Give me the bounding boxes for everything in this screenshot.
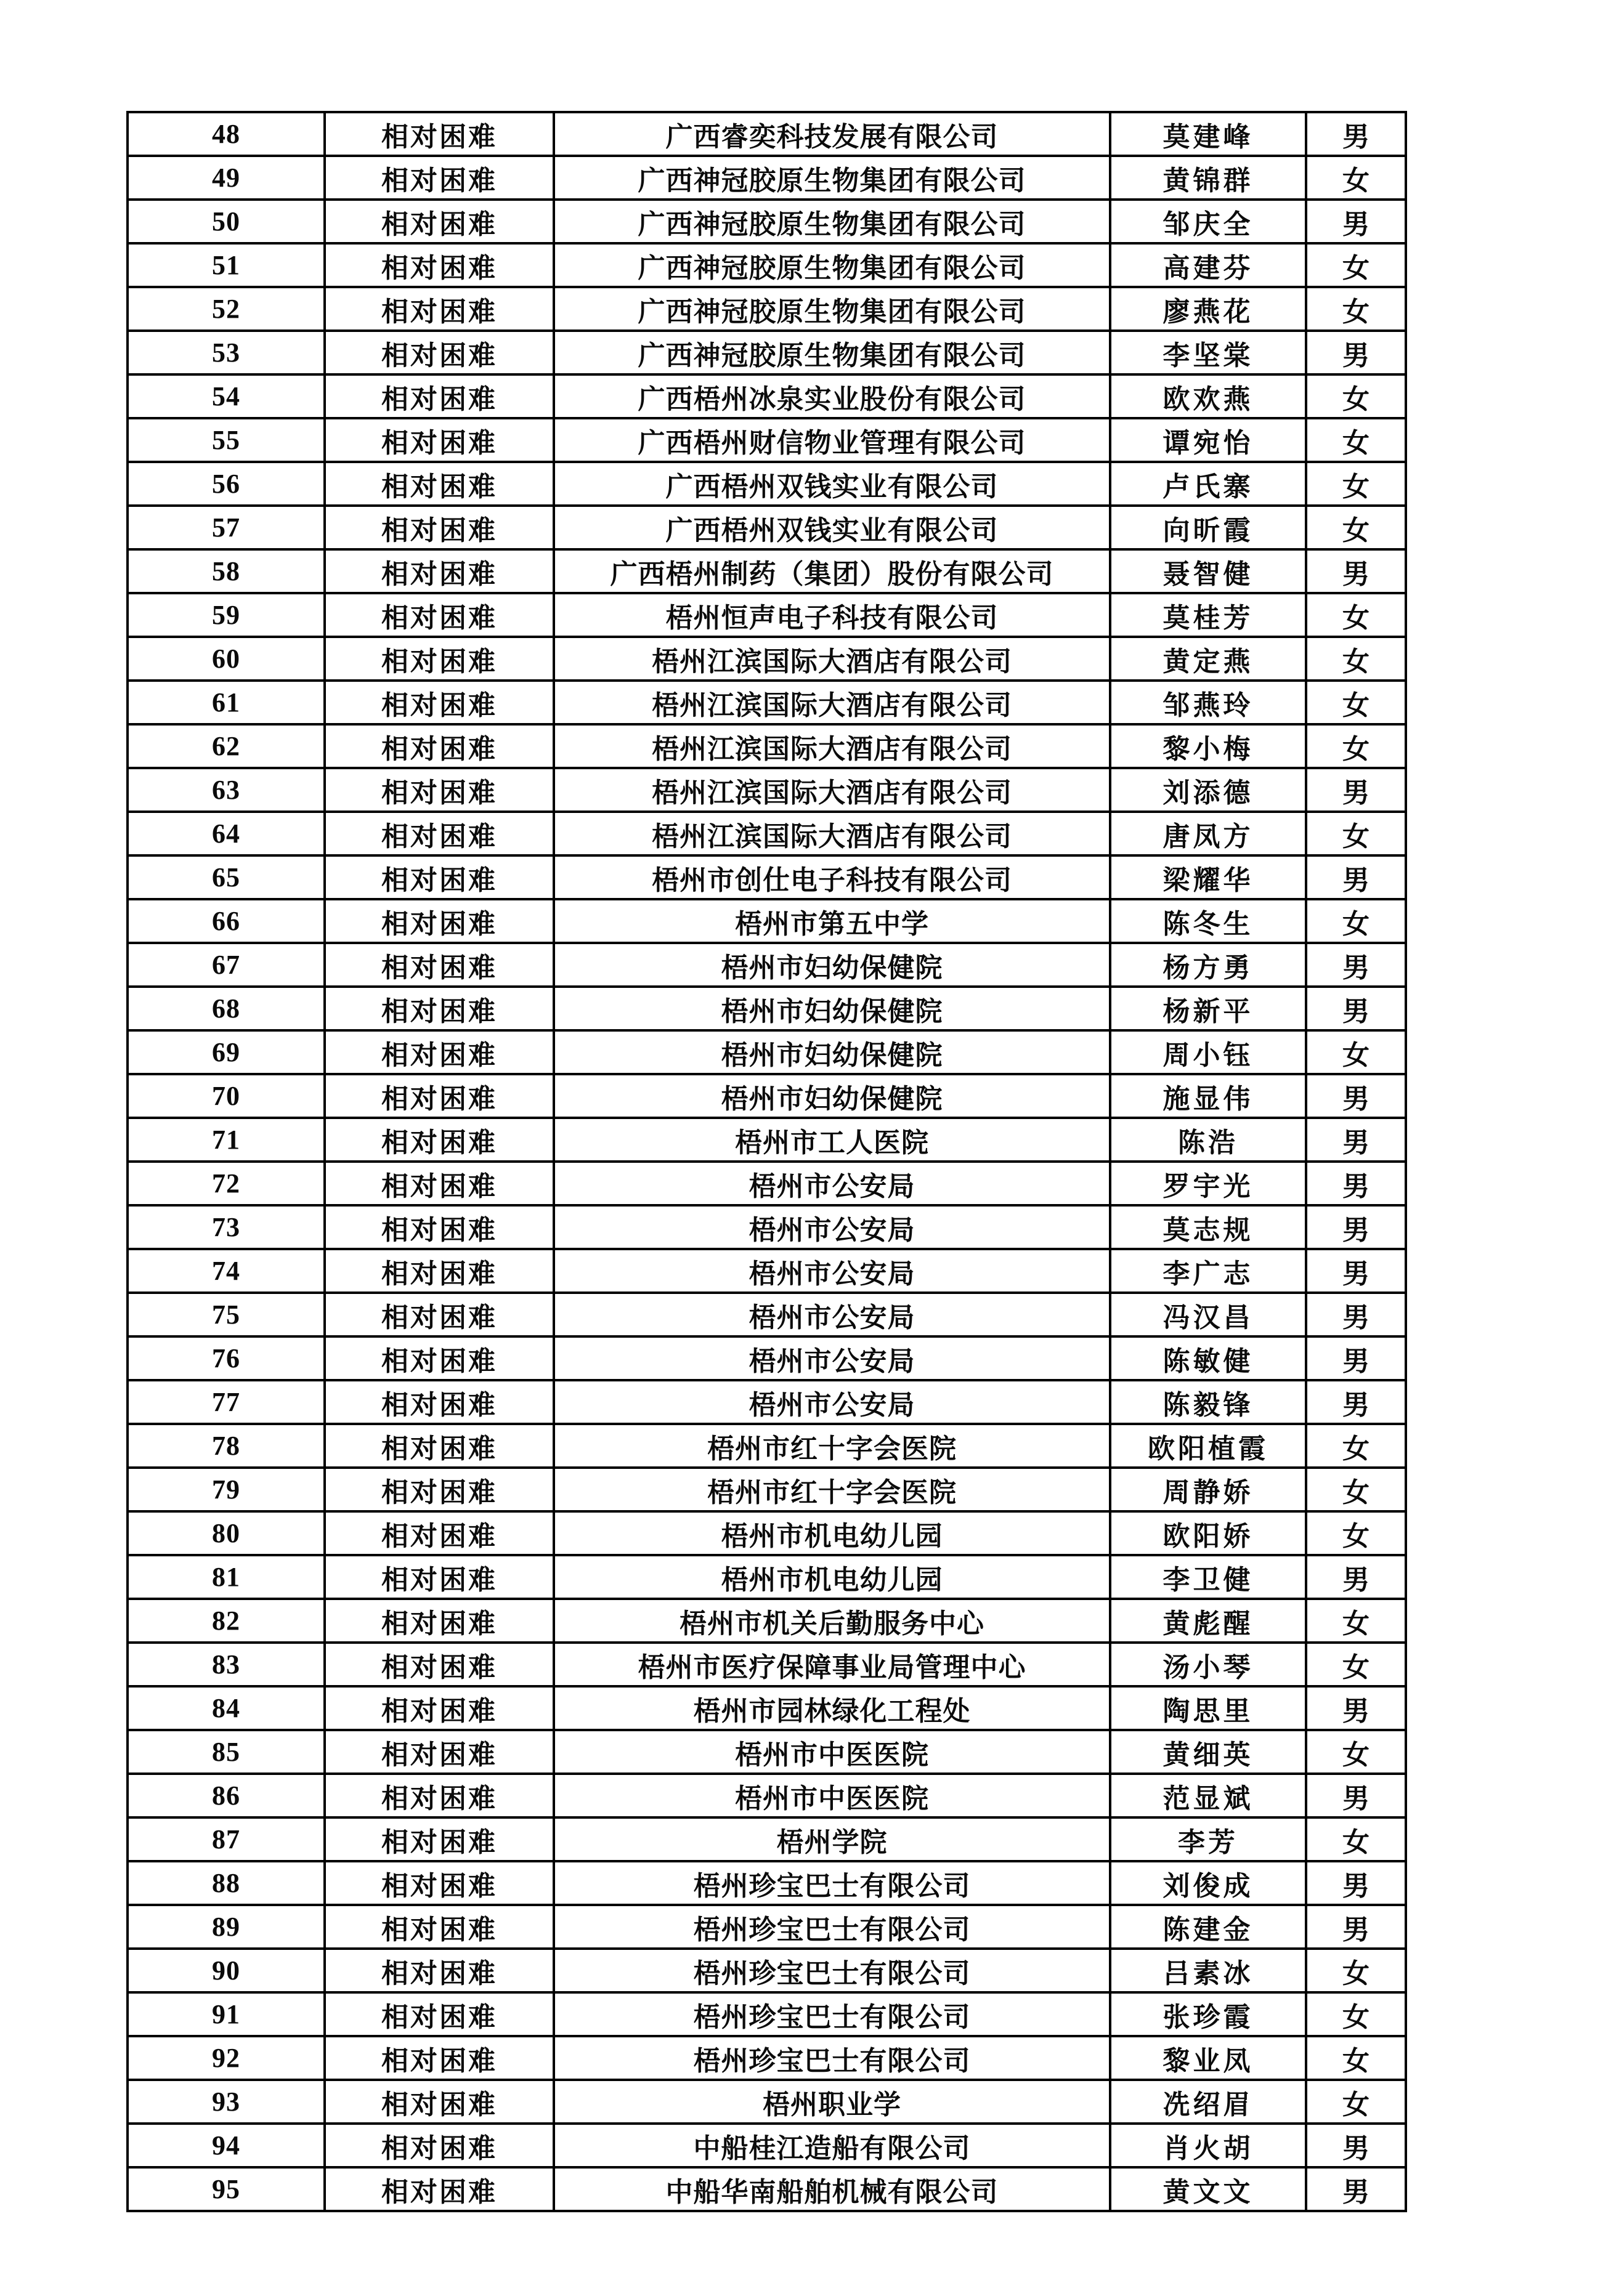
status-cell: 相对困难 — [325, 1468, 554, 1511]
no-cell: 84 — [128, 1686, 325, 1730]
no-cell: 81 — [128, 1555, 325, 1599]
company-cell: 梧州学院 — [554, 1817, 1110, 1861]
no-cell: 61 — [128, 681, 325, 724]
table-sheet — [126, 111, 1407, 2212]
status-cell: 相对困难 — [325, 1992, 554, 2036]
company-cell: 广西梧州双钱实业有限公司 — [554, 506, 1110, 549]
name-cell: 刘添德 — [1110, 768, 1306, 812]
no-cell: 72 — [128, 1162, 325, 1205]
status-cell: 相对困难 — [325, 549, 554, 593]
no-cell: 64 — [128, 812, 325, 855]
status-cell: 相对困难 — [325, 1118, 554, 1162]
table-row — [128, 899, 1406, 943]
gender-cell: 男 — [1306, 768, 1406, 812]
gender-cell: 女 — [1306, 374, 1406, 418]
gender-cell: 男 — [1306, 1380, 1406, 1424]
gender-cell: 男 — [1306, 1861, 1406, 1905]
gender-cell: 女 — [1306, 506, 1406, 549]
table-row — [128, 1074, 1406, 1118]
gender-cell: 男 — [1306, 2124, 1406, 2167]
name-cell: 杨方勇 — [1110, 943, 1306, 987]
gender-cell: 男 — [1306, 549, 1406, 593]
status-cell: 相对困难 — [325, 1030, 554, 1074]
status-cell: 相对困难 — [325, 1817, 554, 1861]
no-cell: 90 — [128, 1949, 325, 1992]
company-cell: 广西神冠胶原生物集团有限公司 — [554, 156, 1110, 200]
name-cell: 李卫健 — [1110, 1555, 1306, 1599]
table-row — [128, 1861, 1406, 1905]
company-cell: 梧州市红十字会医院 — [554, 1468, 1110, 1511]
company-cell: 梧州市工人医院 — [554, 1118, 1110, 1162]
table-row — [128, 156, 1406, 200]
name-cell: 向昕霞 — [1110, 506, 1306, 549]
table-row — [128, 724, 1406, 768]
name-cell: 李广志 — [1110, 1249, 1306, 1293]
no-cell: 49 — [128, 156, 325, 200]
no-cell: 68 — [128, 987, 325, 1030]
company-cell: 梧州珍宝巴士有限公司 — [554, 1905, 1110, 1949]
status-cell: 相对困难 — [325, 112, 554, 156]
status-cell: 相对困难 — [325, 987, 554, 1030]
name-cell: 吕素冰 — [1110, 1949, 1306, 1992]
table-row — [128, 768, 1406, 812]
status-cell: 相对困难 — [325, 2124, 554, 2167]
gender-cell: 女 — [1306, 243, 1406, 287]
gender-cell: 女 — [1306, 462, 1406, 506]
company-cell: 广西神冠胶原生物集团有限公司 — [554, 243, 1110, 287]
no-cell: 83 — [128, 1643, 325, 1686]
no-cell: 92 — [128, 2036, 325, 2080]
no-cell: 53 — [128, 331, 325, 374]
name-cell: 欧阳植霞 — [1110, 1424, 1306, 1468]
table-row — [128, 1817, 1406, 1861]
company-cell: 广西梧州冰泉实业股份有限公司 — [554, 374, 1110, 418]
no-cell: 93 — [128, 2080, 325, 2124]
table-row — [128, 1030, 1406, 1074]
table-row — [128, 1730, 1406, 1774]
table-row — [128, 243, 1406, 287]
name-cell: 周静娇 — [1110, 1468, 1306, 1511]
status-cell: 相对困难 — [325, 1555, 554, 1599]
no-cell: 54 — [128, 374, 325, 418]
no-cell: 69 — [128, 1030, 325, 1074]
gender-cell: 女 — [1306, 593, 1406, 637]
company-cell: 梧州江滨国际大酒店有限公司 — [554, 681, 1110, 724]
gender-cell: 女 — [1306, 2080, 1406, 2124]
status-cell: 相对困难 — [325, 681, 554, 724]
company-cell: 梧州江滨国际大酒店有限公司 — [554, 637, 1110, 681]
company-cell: 梧州恒声电子科技有限公司 — [554, 593, 1110, 637]
table-row — [128, 287, 1406, 331]
status-cell: 相对困难 — [325, 1643, 554, 1686]
table-row — [128, 200, 1406, 243]
gender-cell: 女 — [1306, 812, 1406, 855]
gender-cell: 女 — [1306, 899, 1406, 943]
name-cell: 欧阳娇 — [1110, 1511, 1306, 1555]
no-cell: 77 — [128, 1380, 325, 1424]
status-cell: 相对困难 — [325, 243, 554, 287]
no-cell: 82 — [128, 1599, 325, 1643]
name-cell: 施显伟 — [1110, 1074, 1306, 1118]
status-cell: 相对困难 — [325, 943, 554, 987]
company-cell: 梧州珍宝巴士有限公司 — [554, 1861, 1110, 1905]
table-row — [128, 1992, 1406, 2036]
gender-cell: 女 — [1306, 2036, 1406, 2080]
no-cell: 75 — [128, 1293, 325, 1336]
name-cell: 陈冬生 — [1110, 899, 1306, 943]
name-cell: 黄文文 — [1110, 2167, 1306, 2211]
status-cell: 相对困难 — [325, 1949, 554, 1992]
status-cell: 相对困难 — [325, 1686, 554, 1730]
name-cell: 黎小梅 — [1110, 724, 1306, 768]
company-cell: 梧州市中医医院 — [554, 1774, 1110, 1817]
name-cell: 陈浩 — [1110, 1118, 1306, 1162]
name-cell: 冼绍眉 — [1110, 2080, 1306, 2124]
status-cell: 相对困难 — [325, 2167, 554, 2211]
company-cell: 梧州市中医医院 — [554, 1730, 1110, 1774]
table-row — [128, 549, 1406, 593]
company-cell: 中船华南船舶机械有限公司 — [554, 2167, 1110, 2211]
gender-cell: 女 — [1306, 724, 1406, 768]
company-cell: 梧州市妇幼保健院 — [554, 943, 1110, 987]
gender-cell: 男 — [1306, 1162, 1406, 1205]
no-cell: 50 — [128, 200, 325, 243]
table-row — [128, 1336, 1406, 1380]
no-cell: 85 — [128, 1730, 325, 1774]
name-cell: 高建芬 — [1110, 243, 1306, 287]
table-row — [128, 855, 1406, 899]
status-cell: 相对困难 — [325, 1380, 554, 1424]
company-cell: 梧州市妇幼保健院 — [554, 1074, 1110, 1118]
no-cell: 55 — [128, 418, 325, 462]
status-cell: 相对困难 — [325, 637, 554, 681]
no-cell: 80 — [128, 1511, 325, 1555]
gender-cell: 女 — [1306, 1511, 1406, 1555]
name-cell: 张珍霞 — [1110, 1992, 1306, 2036]
status-cell: 相对困难 — [325, 1336, 554, 1380]
no-cell: 91 — [128, 1992, 325, 2036]
gender-cell: 女 — [1306, 681, 1406, 724]
no-cell: 88 — [128, 1861, 325, 1905]
status-cell: 相对困难 — [325, 2036, 554, 2080]
status-cell: 相对困难 — [325, 200, 554, 243]
table-row — [128, 987, 1406, 1030]
gender-cell: 男 — [1306, 987, 1406, 1030]
gender-cell: 男 — [1306, 2167, 1406, 2211]
status-cell: 相对困难 — [325, 2080, 554, 2124]
name-cell: 唐凤方 — [1110, 812, 1306, 855]
gender-cell: 男 — [1306, 855, 1406, 899]
name-cell: 卢氏寨 — [1110, 462, 1306, 506]
name-cell: 陈建金 — [1110, 1905, 1306, 1949]
table-row — [128, 418, 1406, 462]
table-row — [128, 2080, 1406, 2124]
name-cell: 邹庆全 — [1110, 200, 1306, 243]
table-row — [128, 1511, 1406, 1555]
no-cell: 52 — [128, 287, 325, 331]
company-cell: 梧州市红十字会医院 — [554, 1424, 1110, 1468]
company-cell: 梧州市公安局 — [554, 1249, 1110, 1293]
name-cell: 刘俊成 — [1110, 1861, 1306, 1905]
table-row — [128, 1205, 1406, 1249]
no-cell: 76 — [128, 1336, 325, 1380]
company-cell: 广西神冠胶原生物集团有限公司 — [554, 200, 1110, 243]
no-cell: 74 — [128, 1249, 325, 1293]
gender-cell: 女 — [1306, 1992, 1406, 2036]
company-cell: 广西梧州双钱实业有限公司 — [554, 462, 1110, 506]
status-cell: 相对困难 — [325, 593, 554, 637]
no-cell: 73 — [128, 1205, 325, 1249]
status-cell: 相对困难 — [325, 724, 554, 768]
company-cell: 梧州市公安局 — [554, 1162, 1110, 1205]
table-row — [128, 943, 1406, 987]
gender-cell: 男 — [1306, 200, 1406, 243]
status-cell: 相对困难 — [325, 1424, 554, 1468]
no-cell: 79 — [128, 1468, 325, 1511]
status-cell: 相对困难 — [325, 855, 554, 899]
gender-cell: 男 — [1306, 1074, 1406, 1118]
company-cell: 梧州职业学 — [554, 2080, 1110, 2124]
company-cell: 梧州江滨国际大酒店有限公司 — [554, 812, 1110, 855]
name-cell: 梁耀华 — [1110, 855, 1306, 899]
status-cell: 相对困难 — [325, 1511, 554, 1555]
table-row — [128, 1599, 1406, 1643]
status-cell: 相对困难 — [325, 1774, 554, 1817]
roster-table-body — [128, 112, 1406, 2211]
no-cell: 89 — [128, 1905, 325, 1949]
company-cell: 梧州市第五中学 — [554, 899, 1110, 943]
company-cell: 梧州市公安局 — [554, 1205, 1110, 1249]
gender-cell: 男 — [1306, 1686, 1406, 1730]
company-cell: 广西神冠胶原生物集团有限公司 — [554, 287, 1110, 331]
name-cell: 聂智健 — [1110, 549, 1306, 593]
status-cell: 相对困难 — [325, 374, 554, 418]
company-cell: 梧州珍宝巴士有限公司 — [554, 1949, 1110, 1992]
name-cell: 李芳 — [1110, 1817, 1306, 1861]
name-cell: 汤小琴 — [1110, 1643, 1306, 1686]
gender-cell: 男 — [1306, 1905, 1406, 1949]
status-cell: 相对困难 — [325, 1905, 554, 1949]
table-row — [128, 1162, 1406, 1205]
table-row — [128, 2036, 1406, 2080]
company-cell: 梧州市机电幼儿园 — [554, 1511, 1110, 1555]
no-cell: 70 — [128, 1074, 325, 1118]
status-cell: 相对困难 — [325, 1162, 554, 1205]
company-cell: 梧州市医疗保障事业局管理中心 — [554, 1643, 1110, 1686]
name-cell: 黄彪醒 — [1110, 1599, 1306, 1643]
no-cell: 71 — [128, 1118, 325, 1162]
company-cell: 梧州市公安局 — [554, 1293, 1110, 1336]
status-cell: 相对困难 — [325, 812, 554, 855]
name-cell: 欧欢燕 — [1110, 374, 1306, 418]
gender-cell: 女 — [1306, 1949, 1406, 1992]
gender-cell: 女 — [1306, 1424, 1406, 1468]
status-cell: 相对困难 — [325, 768, 554, 812]
gender-cell: 女 — [1306, 156, 1406, 200]
company-cell: 梧州江滨国际大酒店有限公司 — [554, 724, 1110, 768]
no-cell: 63 — [128, 768, 325, 812]
no-cell: 48 — [128, 112, 325, 156]
no-cell: 59 — [128, 593, 325, 637]
company-cell: 梧州市妇幼保健院 — [554, 987, 1110, 1030]
table-row — [128, 1424, 1406, 1468]
no-cell: 58 — [128, 549, 325, 593]
company-cell: 广西梧州制药（集团）股份有限公司 — [554, 549, 1110, 593]
no-cell: 60 — [128, 637, 325, 681]
no-cell: 57 — [128, 506, 325, 549]
status-cell: 相对困难 — [325, 1249, 554, 1293]
table-row — [128, 1468, 1406, 1511]
table-row — [128, 593, 1406, 637]
name-cell: 陈敏健 — [1110, 1336, 1306, 1380]
company-cell: 梧州市妇幼保健院 — [554, 1030, 1110, 1074]
name-cell: 李坚棠 — [1110, 331, 1306, 374]
table-row — [128, 506, 1406, 549]
name-cell: 杨新平 — [1110, 987, 1306, 1030]
company-cell: 梧州珍宝巴士有限公司 — [554, 2036, 1110, 2080]
table-row — [128, 1249, 1406, 1293]
table-row — [128, 2167, 1406, 2211]
status-cell: 相对困难 — [325, 1861, 554, 1905]
table-row — [128, 1905, 1406, 1949]
table-row — [128, 374, 1406, 418]
gender-cell: 女 — [1306, 1030, 1406, 1074]
name-cell: 罗宇光 — [1110, 1162, 1306, 1205]
company-cell: 梧州市机电幼儿园 — [554, 1555, 1110, 1599]
company-cell: 梧州市公安局 — [554, 1336, 1110, 1380]
company-cell: 广西梧州财信物业管理有限公司 — [554, 418, 1110, 462]
table-row — [128, 1686, 1406, 1730]
gender-cell: 女 — [1306, 418, 1406, 462]
name-cell: 陶思里 — [1110, 1686, 1306, 1730]
status-cell: 相对困难 — [325, 418, 554, 462]
name-cell: 莫桂芳 — [1110, 593, 1306, 637]
no-cell: 62 — [128, 724, 325, 768]
gender-cell: 女 — [1306, 1599, 1406, 1643]
name-cell: 陈毅锋 — [1110, 1380, 1306, 1424]
table-row — [128, 331, 1406, 374]
status-cell: 相对困难 — [325, 462, 554, 506]
company-cell: 梧州珍宝巴士有限公司 — [554, 1992, 1110, 2036]
no-cell: 65 — [128, 855, 325, 899]
gender-cell: 女 — [1306, 637, 1406, 681]
company-cell: 梧州市园林绿化工程处 — [554, 1686, 1110, 1730]
company-cell: 梧州市公安局 — [554, 1380, 1110, 1424]
table-row — [128, 681, 1406, 724]
name-cell: 莫志规 — [1110, 1205, 1306, 1249]
company-cell: 梧州江滨国际大酒店有限公司 — [554, 768, 1110, 812]
name-cell: 范显斌 — [1110, 1774, 1306, 1817]
no-cell: 78 — [128, 1424, 325, 1468]
table-row — [128, 1293, 1406, 1336]
status-cell: 相对困难 — [325, 506, 554, 549]
table-row — [128, 1949, 1406, 1992]
status-cell: 相对困难 — [325, 1293, 554, 1336]
name-cell: 谭宛怡 — [1110, 418, 1306, 462]
status-cell: 相对困难 — [325, 1730, 554, 1774]
status-cell: 相对困难 — [325, 1205, 554, 1249]
company-cell: 梧州市机关后勤服务中心 — [554, 1599, 1110, 1643]
table-row — [128, 637, 1406, 681]
no-cell: 86 — [128, 1774, 325, 1817]
status-cell: 相对困难 — [325, 899, 554, 943]
name-cell: 黄定燕 — [1110, 637, 1306, 681]
no-cell: 66 — [128, 899, 325, 943]
roster-table — [126, 111, 1407, 2212]
status-cell: 相对困难 — [325, 287, 554, 331]
name-cell: 黄锦群 — [1110, 156, 1306, 200]
name-cell: 冯汉昌 — [1110, 1293, 1306, 1336]
no-cell: 67 — [128, 943, 325, 987]
gender-cell: 男 — [1306, 331, 1406, 374]
gender-cell: 女 — [1306, 287, 1406, 331]
name-cell: 黎业凤 — [1110, 2036, 1306, 2080]
name-cell: 廖燕花 — [1110, 287, 1306, 331]
gender-cell: 男 — [1306, 1555, 1406, 1599]
gender-cell: 女 — [1306, 1730, 1406, 1774]
gender-cell: 男 — [1306, 112, 1406, 156]
gender-cell: 男 — [1306, 1336, 1406, 1380]
gender-cell: 男 — [1306, 1774, 1406, 1817]
company-cell: 中船桂江造船有限公司 — [554, 2124, 1110, 2167]
table-row — [128, 812, 1406, 855]
status-cell: 相对困难 — [325, 1599, 554, 1643]
status-cell: 相对困难 — [325, 1074, 554, 1118]
gender-cell: 女 — [1306, 1817, 1406, 1861]
status-cell: 相对困难 — [325, 331, 554, 374]
status-cell: 相对困难 — [325, 156, 554, 200]
table-row — [128, 462, 1406, 506]
no-cell: 94 — [128, 2124, 325, 2167]
name-cell: 肖火胡 — [1110, 2124, 1306, 2167]
gender-cell: 男 — [1306, 1118, 1406, 1162]
name-cell: 邹燕玲 — [1110, 681, 1306, 724]
name-cell: 黄细英 — [1110, 1730, 1306, 1774]
gender-cell: 男 — [1306, 1205, 1406, 1249]
company-cell: 广西神冠胶原生物集团有限公司 — [554, 331, 1110, 374]
gender-cell: 女 — [1306, 1643, 1406, 1686]
table-row — [128, 1643, 1406, 1686]
name-cell: 莫建峰 — [1110, 112, 1306, 156]
gender-cell: 男 — [1306, 1293, 1406, 1336]
table-row — [128, 112, 1406, 156]
no-cell: 56 — [128, 462, 325, 506]
no-cell: 95 — [128, 2167, 325, 2211]
table-row — [128, 1555, 1406, 1599]
table-row — [128, 1118, 1406, 1162]
name-cell: 周小钰 — [1110, 1030, 1306, 1074]
table-row — [128, 1774, 1406, 1817]
no-cell: 51 — [128, 243, 325, 287]
table-row — [128, 2124, 1406, 2167]
gender-cell: 女 — [1306, 1468, 1406, 1511]
table-row — [128, 1380, 1406, 1424]
company-cell: 梧州市创仕电子科技有限公司 — [554, 855, 1110, 899]
company-cell: 广西睿奕科技发展有限公司 — [554, 112, 1110, 156]
gender-cell: 男 — [1306, 1249, 1406, 1293]
gender-cell: 男 — [1306, 943, 1406, 987]
no-cell: 87 — [128, 1817, 325, 1861]
